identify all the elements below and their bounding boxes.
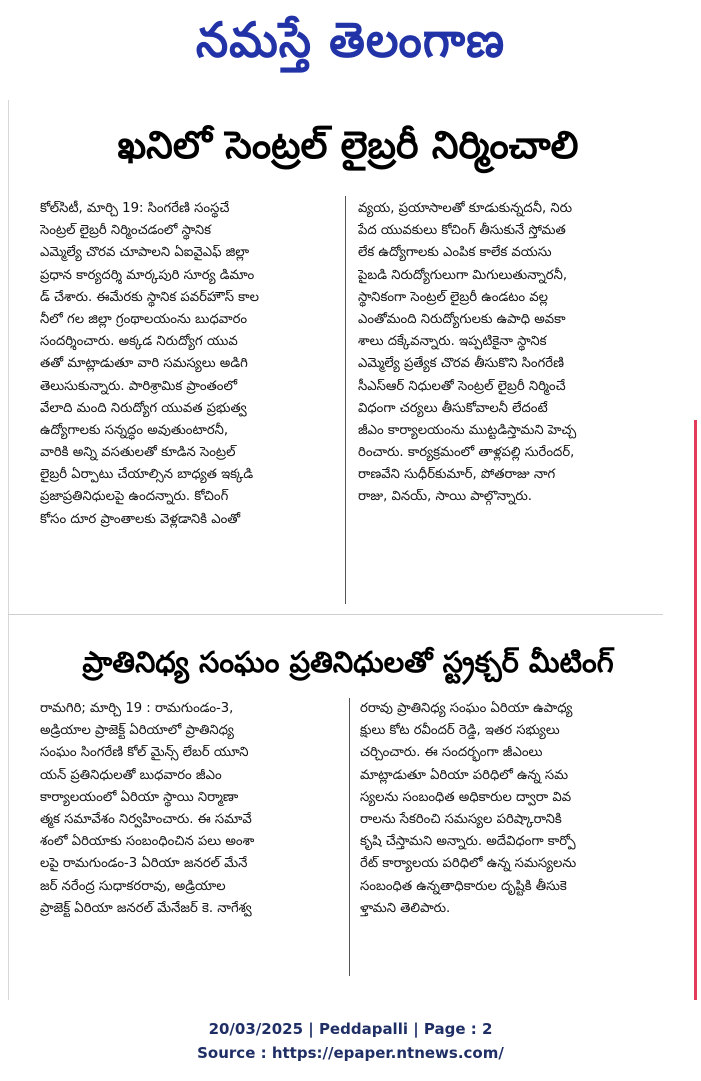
text-line: ప్రాజెక్ట్ ఏరియా జనరల్ మేనేజర్ కె. నాగేశ్వ: [40, 900, 252, 916]
text-line: సీఎస్ఆర్ నిధులతో సెంట్రల్ లైబ్రరీ నిర్మించే: [358, 378, 566, 394]
text-line: వేలాది మంది నిరుద్యోగ యువత ప్రభుత్వ: [40, 400, 247, 416]
text-line: డ్ చేశారు. ఈమేరకు స్థానిక పవర్‌హౌస్ కాల: [40, 289, 259, 305]
article-separator: [8, 614, 663, 615]
article2-headline: ప్రాతినిధ్య సంఘం ప్రతినిధులతో స్ట్రక్చర్ మీటింగ్: [82, 645, 614, 679]
text-line: అడ్రియాల ప్రాజెక్ట్ ఏరియాలో ప్రాతినిధ్య: [40, 723, 234, 739]
text-line: సెంట్రల్ లైబ్రరీ నిర్మించడంలో స్థానిక: [40, 223, 211, 239]
footer-source-link[interactable]: Source : https://epaper.ntnews.com/: [197, 1044, 504, 1062]
text-line: కోల్‌సిటీ, మార్చి 19: సింగరేణి సంస్థచే: [40, 201, 230, 216]
text-line: సందర్శించారు. అక్కడ నిరుద్యోగ యువ: [40, 334, 238, 350]
newspaper-logo-title: నమస్తే తెలంగాణ: [195, 11, 506, 69]
text-line: క్షులు కోట రవీందర్ రెడ్డి, ఇతర సభ్యులు: [360, 723, 560, 739]
text-line: విధంగా చర్యలు తీసుకోవాలనీ లేదంటే: [358, 400, 548, 416]
text-line: తెలుసుకున్నారు. పారిశ్రామిక ప్రాంతంలో: [40, 378, 238, 394]
text-line: పేద యువకులు కోచింగ్ తీసుకునే స్తోమత: [358, 223, 566, 239]
article2-column-1: [40, 698, 340, 988]
text-line: లపై రామగుండం-3 ఏరియా జనరల్ మేనే: [40, 856, 248, 872]
text-line: పైబడి నిరుద్యోగులుగా మిగులుతున్నారనీ,: [358, 267, 568, 283]
text-line: రించారు. కార్యక్రమంలో తాళ్లపల్లి సురేందర్,: [358, 445, 575, 461]
footer-date-edition: 20/03/2025 | Peddapalli | Page : 2: [208, 1020, 493, 1038]
text-line: నీలో గల జిల్లా గ్రంథాలయంను బుధవారం: [40, 311, 248, 327]
text-line: లైబ్రరీ ఏర్పాటు చేయాల్సిన బాధ్యత ఇక్కడి: [40, 467, 254, 483]
article1-column-1: [40, 198, 336, 608]
margin-marker: [694, 420, 697, 1000]
text-line: స్యలను సంబంధిత అధికారుల ద్వారా వివ: [360, 789, 572, 805]
text-line: కార్యాలయంలో ఏరియా స్థాయి నిర్మాణా: [40, 789, 239, 805]
text-line: వారికి అన్ని వసతులతో కూడిన సెంట్రల్: [40, 445, 236, 461]
text-line: రాజు, వినయ్, సాయి పాల్గొన్నారు.: [358, 489, 532, 505]
article1-column-divider: [345, 196, 346, 604]
text-line: కోసం దూర ప్రాంతాలకు వెళ్లడానికి ఎంతో: [40, 511, 241, 527]
article2-column-2: [360, 698, 658, 988]
text-line: కృషి చేస్తామని అన్నారు. అదేవిధంగా కార్పో: [360, 834, 576, 850]
masthead: [0, 6, 701, 86]
text-line: యన్ ప్రతినిధులతో బుధవారం జీఎం: [40, 767, 222, 783]
text-line: వ్యయ, ప్రయాసాలతో కూడుకున్నదనీ, నిరు: [358, 201, 573, 216]
text-line: రరావు ప్రాతినిధ్య సంఘం ఏరియా ఉపాధ్య: [360, 701, 573, 716]
article1-headline: ఖనిలో సెంట్రల్ లైబ్రరీ నిర్మించాలి: [117, 123, 579, 167]
text-line: ఎమ్మెల్యే ప్రత్యేక చొరవ తీసుకొని సింగరేణి: [358, 356, 565, 372]
text-line: జర్ నరేంద్ర సుధాకరరావు, అడ్రియాల: [40, 878, 226, 894]
text-line: రాణవేని సుధీర్‌కుమార్, పోతరాజు నాగ: [358, 467, 556, 483]
text-line: రేట్ కార్యాలయ పరిధిలో ఉన్న సమస్యలను: [360, 856, 577, 872]
text-line: లేక ఉద్యోగాలకు ఎంపిక కాలేక వయసు: [358, 245, 552, 261]
text-line: రామగిరి; మార్చి 19 : రామగుండం-3,: [40, 701, 234, 716]
text-line: స్థానికంగా సెంట్రల్ లైబ్రరీ ఉండటం వల్ల: [358, 289, 549, 305]
text-line: ఉద్యోగాలకు సన్నద్ధం అవుతుంటారనీ,: [40, 422, 229, 438]
article1-column-2: [358, 198, 656, 588]
text-line: ప్రధాన కార్యదర్శి మార్కపురి సూర్య డిమాం: [40, 267, 255, 283]
text-line: రాలను సేకరించి సమస్యల పరిష్కారానికి: [360, 811, 562, 827]
text-line: ప్రజాప్రతినిధులపై ఉందన్నారు. కోచింగ్: [40, 489, 229, 505]
text-line: తతో మాట్లాడుతూ వారి సమస్యలు అడిగి: [40, 356, 248, 372]
text-line: శంలో ఏరియాకు సంబంధించిన పలు అంశా: [40, 834, 255, 850]
text-line: మాట్లాడుతూ ఏరియా పరిధిలో ఉన్న సమ: [360, 767, 569, 783]
text-line: సంబంధిత ఉన్నతాధికారుల దృష్టికి తీసుకె: [360, 878, 567, 894]
text-line: చర్చించారు. ఈ సందర్భంగా జీఎంలు: [360, 745, 543, 761]
text-line: శాలు దక్కేవన్నారు. ఇప్పటికైనా స్థానిక: [358, 334, 547, 350]
text-line: ళ్తామని తెలిపారు.: [360, 900, 451, 916]
article2-column-divider: [349, 698, 350, 976]
text-line: జీఎం కార్యాలయంను ముట్టడిస్తామని హెచ్చ: [358, 422, 577, 438]
text-line: త్మక సమావేశం నిర్వహించారు. ఈ సమావే: [40, 811, 252, 827]
text-line: సంఘం సింగరేణి కోల్ మైన్స్ లేబర్ యూని: [40, 745, 249, 761]
text-line: ఎంతోమంది నిరుద్యోగులకు ఉపాధి అవకా: [358, 311, 566, 327]
text-line: ఎమ్మెల్యే చొరవ చూపాలని ఏఐవైఎఫ్ జిల్లా: [40, 245, 250, 261]
